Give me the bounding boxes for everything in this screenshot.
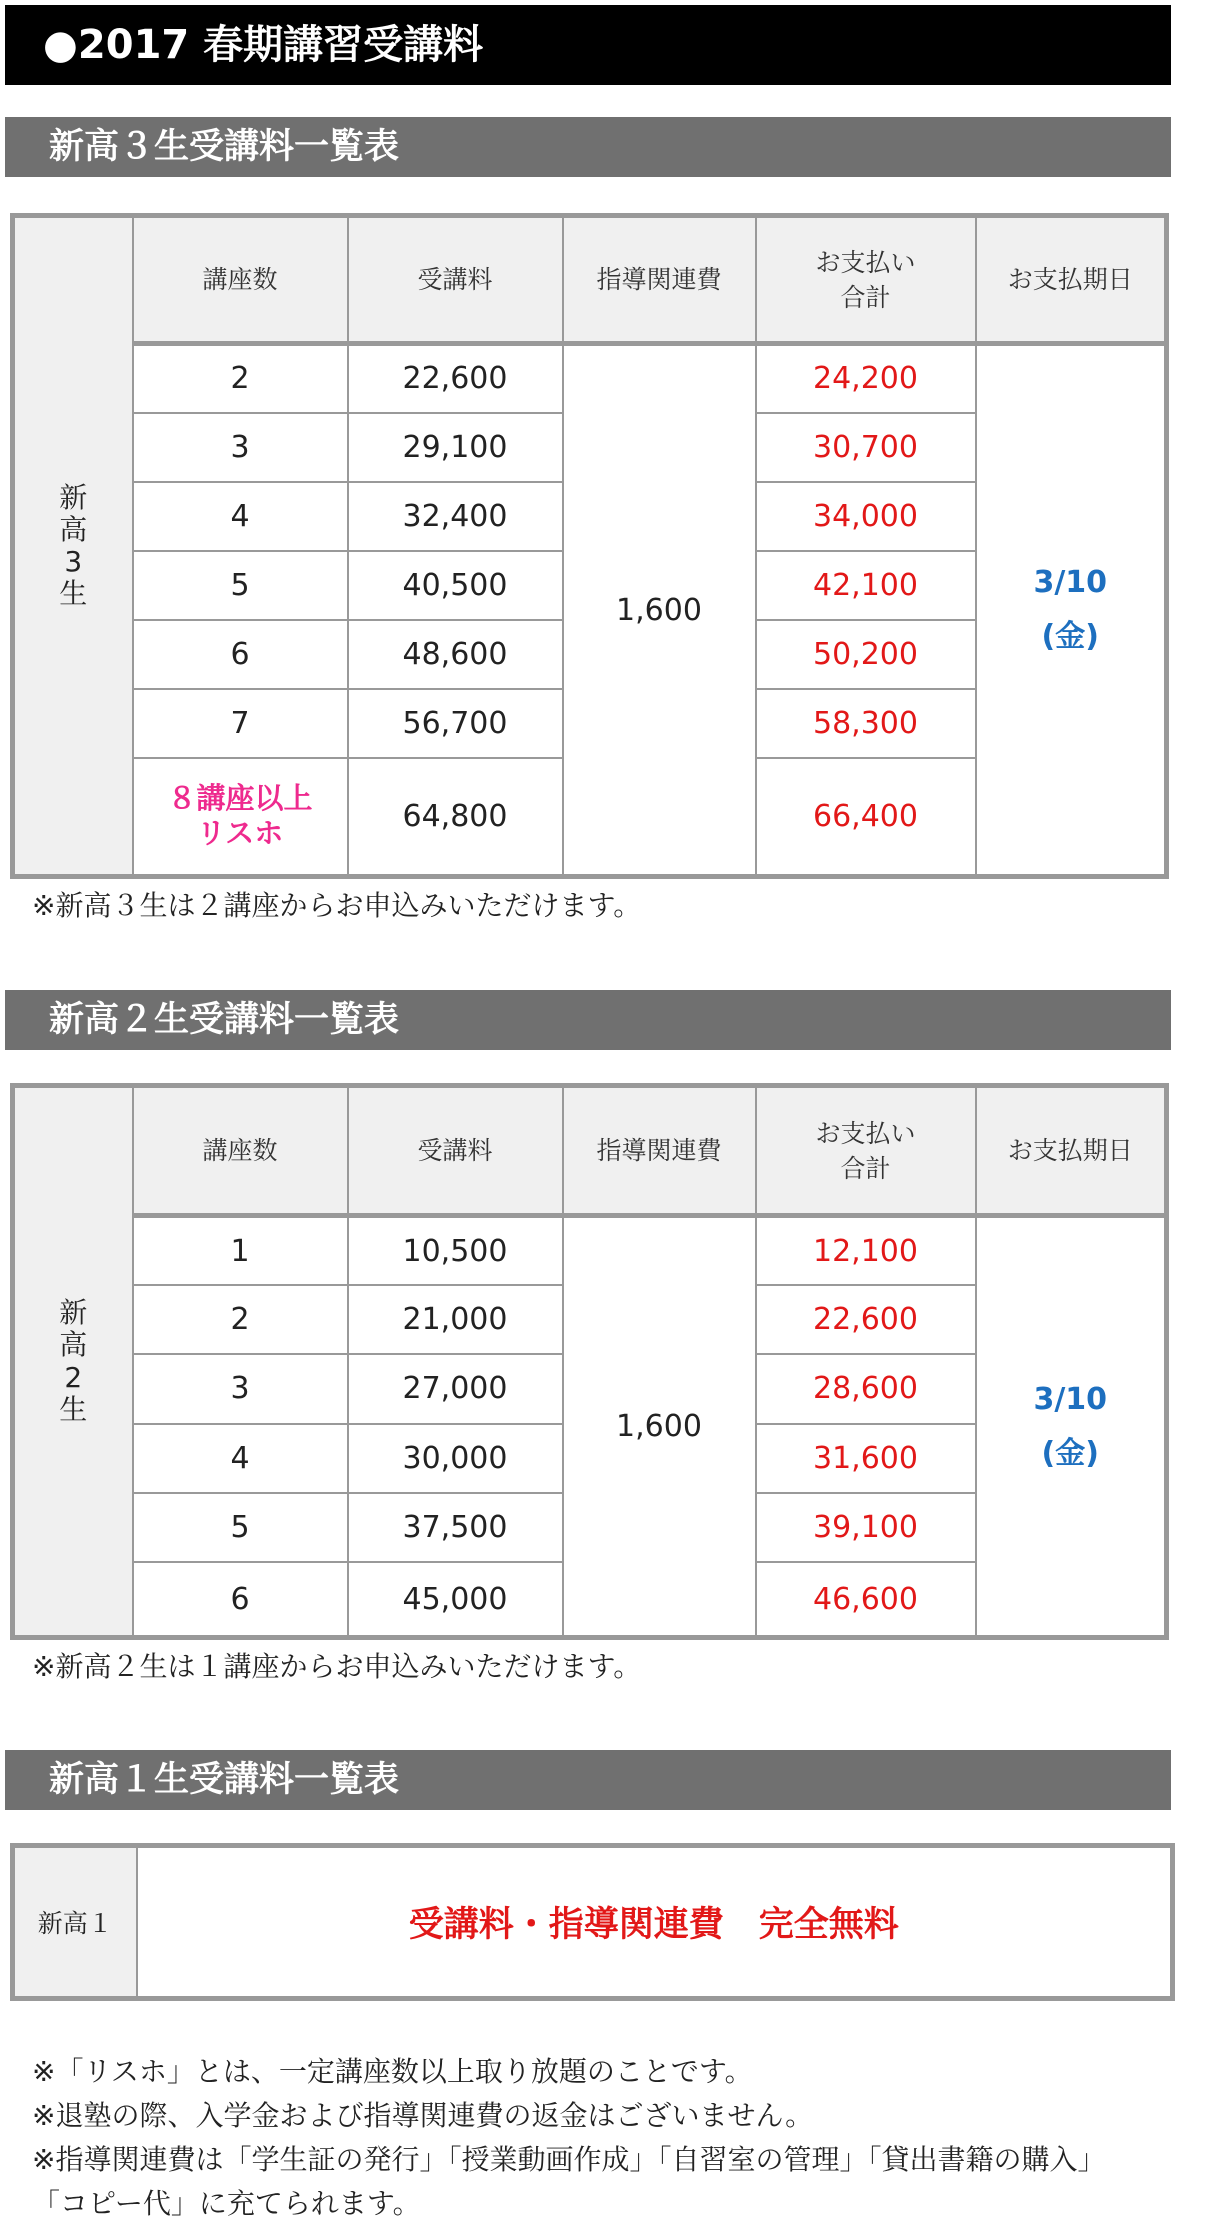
fee-cell: 29,100: [348, 413, 563, 482]
total-cell: 30,700: [756, 413, 976, 482]
courses-cell: 6: [133, 1562, 348, 1637]
courses-cell: 1: [133, 1216, 348, 1285]
page-title: ●2017 春期講習受講料: [5, 5, 1171, 85]
due-date-cell: 3/10 (金): [976, 1216, 1167, 1638]
courses-cell: 3: [133, 1354, 348, 1423]
courses-cell: 5: [133, 551, 348, 620]
fee-cell: 37,500: [348, 1493, 563, 1562]
courses-cell: 7: [133, 689, 348, 758]
header-courses: 講座数: [133, 216, 348, 344]
fee-cell: 27,000: [348, 1354, 563, 1423]
footnotes: [32, 2050, 1105, 2226]
grade-label: 新 高 2 生: [13, 1086, 133, 1638]
note-grade3: ※新高３生は２講座からお申込みいただけます。: [32, 889, 642, 922]
total-cell: 28,600: [756, 1354, 976, 1423]
fee-cell: 30,000: [348, 1424, 563, 1493]
fee-cell: 32,400: [348, 482, 563, 551]
footnote: 「コピー代」に充てられます。: [32, 2187, 421, 2220]
grade-label: 新 高 3 生: [13, 216, 133, 877]
header-total: お支払い 合計: [756, 216, 976, 344]
header-guidance: 指導関連費: [563, 1086, 756, 1216]
guidance-fee-cell: 1,600: [563, 344, 756, 877]
fee-cell: 40,500: [348, 551, 563, 620]
fee-cell: 48,600: [348, 620, 563, 689]
header-due: お支払期日: [976, 216, 1167, 344]
total-cell: 58,300: [756, 689, 976, 758]
total-cell: 46,600: [756, 1562, 976, 1637]
header-courses: 講座数: [133, 1086, 348, 1216]
total-cell: 12,100: [756, 1216, 976, 1285]
fee-table-grade3: [10, 213, 1169, 879]
total-cell: 39,100: [756, 1493, 976, 1562]
header-due: お支払期日: [976, 1086, 1167, 1216]
fee-cell: 10,500: [348, 1216, 563, 1285]
header-total: お支払い 合計: [756, 1086, 976, 1216]
total-cell: 24,200: [756, 344, 976, 413]
total-cell: 31,600: [756, 1424, 976, 1493]
section-heading-grade2: 新高２生受講料一覧表: [5, 990, 1171, 1050]
due-date-cell: 3/10 (金): [976, 344, 1167, 877]
guidance-fee-cell: 1,600: [563, 1216, 756, 1638]
courses-cell: 3: [133, 413, 348, 482]
section-heading-grade1: 新高１生受講料一覧表: [5, 1750, 1171, 1810]
total-cell: 34,000: [756, 482, 976, 551]
fee-cell: 21,000: [348, 1285, 563, 1354]
footnote: ※指導関連費は「学生証の発行」「授業動画作成」「自習室の管理」「貸出書籍の購入」: [32, 2143, 1106, 2176]
header-fee: 受講料: [348, 216, 563, 344]
grade-label: 新高１: [13, 1846, 137, 1999]
header-guidance: 指導関連費: [563, 216, 756, 344]
fee-cell: 22,600: [348, 344, 563, 413]
courses-cell: 4: [133, 482, 348, 551]
fee-cell: 45,000: [348, 1562, 563, 1637]
courses-cell: 6: [133, 620, 348, 689]
fee-table-grade2: [10, 1083, 1169, 1640]
section-heading-grade3: 新高３生受講料一覧表: [5, 117, 1171, 177]
fee-table-grade1: [10, 1843, 1175, 2001]
courses-cell: 5: [133, 1493, 348, 1562]
total-cell: 66,400: [756, 758, 976, 877]
courses-cell: 2: [133, 1285, 348, 1354]
footnote: ※退塾の際、入学金および指導関連費の返金はございません。: [32, 2099, 814, 2132]
courses-cell: 4: [133, 1424, 348, 1493]
note-grade2: ※新高２生は１講座からお申込みいただけます。: [32, 1650, 642, 1683]
free-message: 受講料・指導関連費 完全無料: [137, 1846, 1173, 1999]
courses-cell: 2: [133, 344, 348, 413]
total-cell: 22,600: [756, 1285, 976, 1354]
fee-cell: 56,700: [348, 689, 563, 758]
total-cell: 50,200: [756, 620, 976, 689]
total-cell: 42,100: [756, 551, 976, 620]
footnote: ※「リスホ」とは、一定講座数以上取り放題のことです。: [32, 2055, 753, 2088]
header-fee: 受講料: [348, 1086, 563, 1216]
courses-cell-unlimited: ８講座以上 リスホ: [133, 758, 348, 877]
fee-cell: 64,800: [348, 758, 563, 877]
